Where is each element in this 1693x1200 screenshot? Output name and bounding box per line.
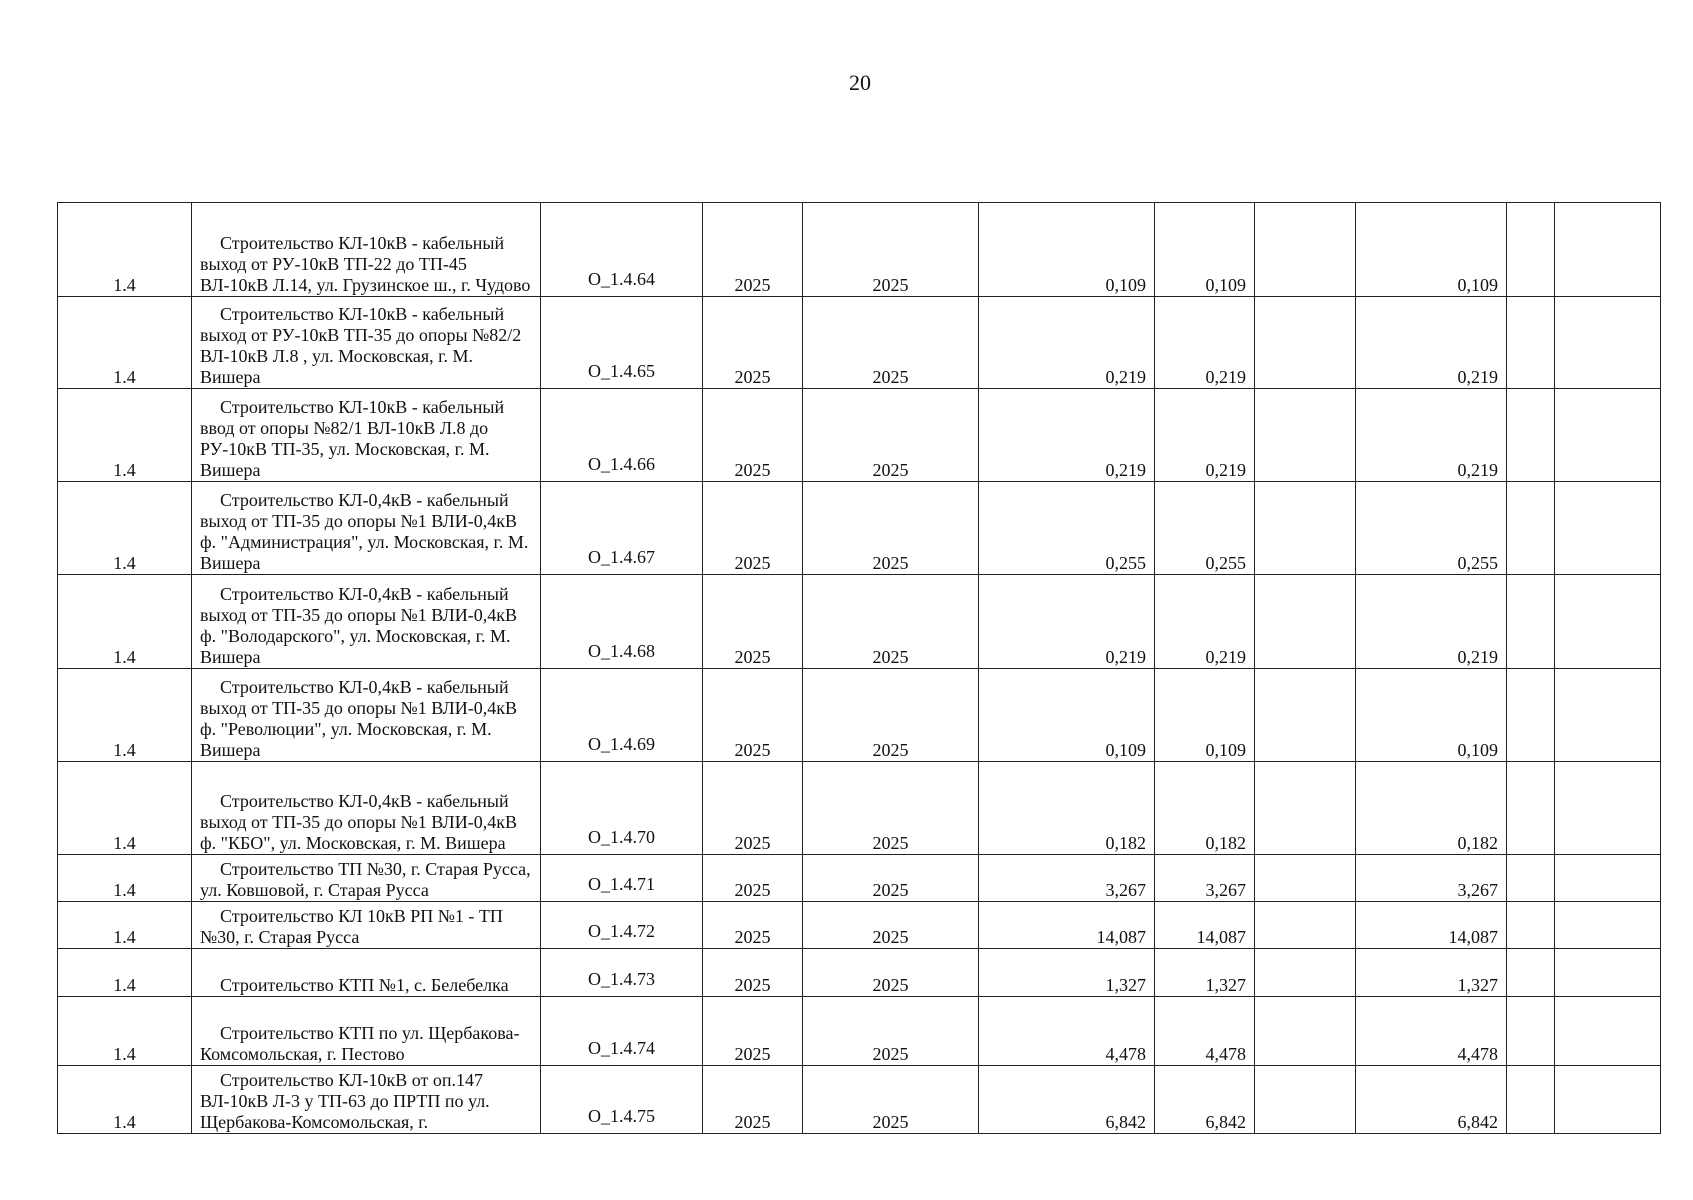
value-2: 0,219: [1155, 297, 1255, 389]
year-end: 2025: [803, 575, 979, 669]
value-4: 0,109: [1356, 669, 1507, 762]
value-5-empty: [1507, 1066, 1555, 1134]
row-number: 1.4: [58, 203, 192, 297]
year-start: 2025: [703, 669, 803, 762]
value-5-empty: [1507, 902, 1555, 949]
project-name: [192, 203, 541, 297]
year-end: 2025: [803, 855, 979, 902]
project-name-text: Строительство КЛ 10кВ РП №1 - ТП №30, г. Старая Русса: [200, 906, 503, 947]
year-end: 2025: [803, 482, 979, 575]
value-2: 0,182: [1155, 762, 1255, 855]
project-name-text: Строительство КЛ-0,4кВ - кабельный выход от ТП-35 до опоры №1 ВЛИ-0,4кВ ф. "Володарского", ул. Московская, г. М. Вишера: [200, 584, 517, 667]
value-1: 0,219: [979, 575, 1155, 669]
project-code-text: О_1.4.71: [588, 874, 655, 894]
year-start: 2025: [703, 297, 803, 389]
value-6-empty: [1555, 949, 1661, 997]
project-code-text: О_1.4.75: [588, 1106, 655, 1126]
project-code: [541, 297, 703, 389]
year-start: 2025: [703, 762, 803, 855]
project-code-text: О_1.4.68: [588, 641, 655, 661]
row-number: 1.4: [58, 997, 192, 1066]
value-5-empty: [1507, 855, 1555, 902]
table-row: [58, 997, 1661, 1066]
value-2: 0,109: [1155, 669, 1255, 762]
project-code: [541, 575, 703, 669]
value-2: 14,087: [1155, 902, 1255, 949]
value-5-empty: [1507, 949, 1555, 997]
value-5-empty: [1507, 482, 1555, 575]
project-code: [541, 1066, 703, 1134]
year-start: 2025: [703, 949, 803, 997]
value-4: 4,478: [1356, 997, 1507, 1066]
table-row: [58, 389, 1661, 482]
project-code: [541, 203, 703, 297]
value-3-empty: [1255, 997, 1356, 1066]
table-row: [58, 203, 1661, 297]
project-name-text: Строительство КЛ-0,4кВ - кабельный выход от ТП-35 до опоры №1 ВЛИ-0,4кВ ф. "КБО", ул. Московская, г. М. Вишера: [200, 791, 517, 853]
value-4: 0,219: [1356, 389, 1507, 482]
value-5-empty: [1507, 762, 1555, 855]
value-4: 3,267: [1356, 855, 1507, 902]
value-5-empty: [1507, 575, 1555, 669]
project-name-text: Строительство КТП по ул. Щербакова-Комсомольская, г. Пестово: [200, 1023, 520, 1064]
year-end: 2025: [803, 1066, 979, 1134]
row-number: 1.4: [58, 762, 192, 855]
value-5-empty: [1507, 203, 1555, 297]
value-3-empty: [1255, 297, 1356, 389]
row-number: 1.4: [58, 575, 192, 669]
project-name: [192, 669, 541, 762]
table-row: [58, 855, 1661, 902]
page-number: 20: [849, 70, 871, 95]
value-3-empty: [1255, 1066, 1356, 1134]
row-number: 1.4: [58, 482, 192, 575]
value-6-empty: [1555, 902, 1661, 949]
value-1: 0,255: [979, 482, 1155, 575]
project-code: [541, 997, 703, 1066]
value-5-empty: [1507, 669, 1555, 762]
value-4: 0,109: [1356, 203, 1507, 297]
value-2: 0,255: [1155, 482, 1255, 575]
year-end: 2025: [803, 902, 979, 949]
year-end: 2025: [803, 762, 979, 855]
value-4: 6,842: [1356, 1066, 1507, 1134]
project-code-text: О_1.4.66: [588, 454, 655, 474]
project-name-text: Строительство КТП №1, с. Белебелка: [220, 975, 509, 995]
project-name: [192, 482, 541, 575]
row-number: 1.4: [58, 855, 192, 902]
value-4: 0,255: [1356, 482, 1507, 575]
project-name: [192, 762, 541, 855]
year-start: 2025: [703, 855, 803, 902]
value-5-empty: [1507, 997, 1555, 1066]
value-3-empty: [1255, 389, 1356, 482]
value-2: 0,219: [1155, 389, 1255, 482]
table-row: [58, 762, 1661, 855]
project-name-text: Строительство КЛ-0,4кВ - кабельный выход от ТП-35 до опоры №1 ВЛИ-0,4кВ ф. "Революции", ул. Московская, г. М. Вишера: [200, 677, 517, 760]
value-3-empty: [1255, 762, 1356, 855]
project-name: [192, 297, 541, 389]
table-body: [58, 203, 1661, 1134]
project-name-text: Строительство ТП №30, г. Старая Русса, ул. Ковшовой, г. Старая Русса: [200, 859, 531, 900]
value-1: 0,219: [979, 297, 1155, 389]
project-code-text: О_1.4.70: [588, 827, 655, 847]
project-code-text: О_1.4.74: [588, 1038, 655, 1058]
year-start: 2025: [703, 575, 803, 669]
value-3-empty: [1255, 855, 1356, 902]
year-end: 2025: [803, 997, 979, 1066]
project-name-text: Строительство КЛ-10кВ - кабельный выход от РУ-10кВ ТП-22 до ТП-45 ВЛ-10кВ Л.14, ул. Грузинское ш., г. Чудово: [200, 233, 531, 295]
value-2: 1,327: [1155, 949, 1255, 997]
value-4: 0,219: [1356, 575, 1507, 669]
year-start: 2025: [703, 1066, 803, 1134]
project-code: [541, 949, 703, 997]
value-5-empty: [1507, 389, 1555, 482]
year-start: 2025: [703, 482, 803, 575]
project-code: [541, 669, 703, 762]
value-5-empty: [1507, 297, 1555, 389]
value-2: 0,219: [1155, 575, 1255, 669]
year-end: 2025: [803, 669, 979, 762]
value-1: 4,478: [979, 997, 1155, 1066]
value-3-empty: [1255, 902, 1356, 949]
value-4: 1,327: [1356, 949, 1507, 997]
investment-table: [57, 202, 1661, 1134]
project-name: [192, 997, 541, 1066]
year-end: 2025: [803, 297, 979, 389]
project-name-text: Строительство КЛ-10кВ - кабельный выход от РУ-10кВ ТП-35 до опоры №82/2 ВЛ-10кВ Л.8 , ул. Московская, г. М. Вишера: [200, 304, 522, 387]
value-1: 0,219: [979, 389, 1155, 482]
value-3-empty: [1255, 575, 1356, 669]
project-name-text: Строительство КЛ-0,4кВ - кабельный выход от ТП-35 до опоры №1 ВЛИ-0,4кВ ф. "Администрация", ул. Московская, г. М. Вишера: [200, 490, 529, 573]
project-code-text: О_1.4.67: [588, 547, 655, 567]
year-start: 2025: [703, 203, 803, 297]
value-6-empty: [1555, 855, 1661, 902]
project-code: [541, 482, 703, 575]
value-3-empty: [1255, 669, 1356, 762]
value-4: 14,087: [1356, 902, 1507, 949]
value-2: 4,478: [1155, 997, 1255, 1066]
value-6-empty: [1555, 297, 1661, 389]
table-row: [58, 949, 1661, 997]
project-code-text: О_1.4.69: [588, 734, 655, 754]
value-3-empty: [1255, 949, 1356, 997]
value-1: 0,109: [979, 669, 1155, 762]
project-code: [541, 762, 703, 855]
project-name: [192, 902, 541, 949]
value-2: 0,109: [1155, 203, 1255, 297]
year-start: 2025: [703, 997, 803, 1066]
row-number: 1.4: [58, 902, 192, 949]
value-1: 14,087: [979, 902, 1155, 949]
year-end: 2025: [803, 389, 979, 482]
project-name-text: Строительство КЛ-10кВ от оп.147 ВЛ-10кВ Л-3 у ТП-63 до ПРТП по ул. Щербакова-Комсомольская, г.: [200, 1070, 490, 1132]
value-1: 3,267: [979, 855, 1155, 902]
project-code: [541, 902, 703, 949]
table-row: [58, 482, 1661, 575]
value-6-empty: [1555, 203, 1661, 297]
value-1: 6,842: [979, 1066, 1155, 1134]
table-row: [58, 1066, 1661, 1134]
value-6-empty: [1555, 575, 1661, 669]
value-2: 3,267: [1155, 855, 1255, 902]
project-name: [192, 575, 541, 669]
value-6-empty: [1555, 762, 1661, 855]
table-row: [58, 902, 1661, 949]
row-number: 1.4: [58, 949, 192, 997]
value-4: 0,219: [1356, 297, 1507, 389]
project-name: [192, 949, 541, 997]
project-code-text: О_1.4.72: [588, 921, 655, 941]
value-6-empty: [1555, 669, 1661, 762]
project-name: [192, 1066, 541, 1134]
project-code: [541, 389, 703, 482]
project-code-text: О_1.4.64: [588, 269, 655, 289]
project-code-text: О_1.4.73: [588, 969, 655, 989]
value-1: 1,327: [979, 949, 1155, 997]
value-6-empty: [1555, 997, 1661, 1066]
project-name-text: Строительство КЛ-10кВ - кабельный ввод от опоры №82/1 ВЛ-10кВ Л.8 до РУ-10кВ ТП-35, ул. Московская, г. М. Вишера: [200, 397, 505, 480]
value-6-empty: [1555, 482, 1661, 575]
row-number: 1.4: [58, 389, 192, 482]
value-3-empty: [1255, 482, 1356, 575]
value-3-empty: [1255, 203, 1356, 297]
table-row: [58, 297, 1661, 389]
value-6-empty: [1555, 389, 1661, 482]
project-name: [192, 855, 541, 902]
row-number: 1.4: [58, 297, 192, 389]
value-1: 0,182: [979, 762, 1155, 855]
row-number: 1.4: [58, 669, 192, 762]
project-code-text: О_1.4.65: [588, 361, 655, 381]
year-start: 2025: [703, 389, 803, 482]
project-code: [541, 855, 703, 902]
value-2: 6,842: [1155, 1066, 1255, 1134]
table-row: [58, 669, 1661, 762]
year-end: 2025: [803, 203, 979, 297]
year-start: 2025: [703, 902, 803, 949]
project-name: [192, 389, 541, 482]
value-1: 0,109: [979, 203, 1155, 297]
table-row: [58, 575, 1661, 669]
value-4: 0,182: [1356, 762, 1507, 855]
year-end: 2025: [803, 949, 979, 997]
value-6-empty: [1555, 1066, 1661, 1134]
row-number: 1.4: [58, 1066, 192, 1134]
